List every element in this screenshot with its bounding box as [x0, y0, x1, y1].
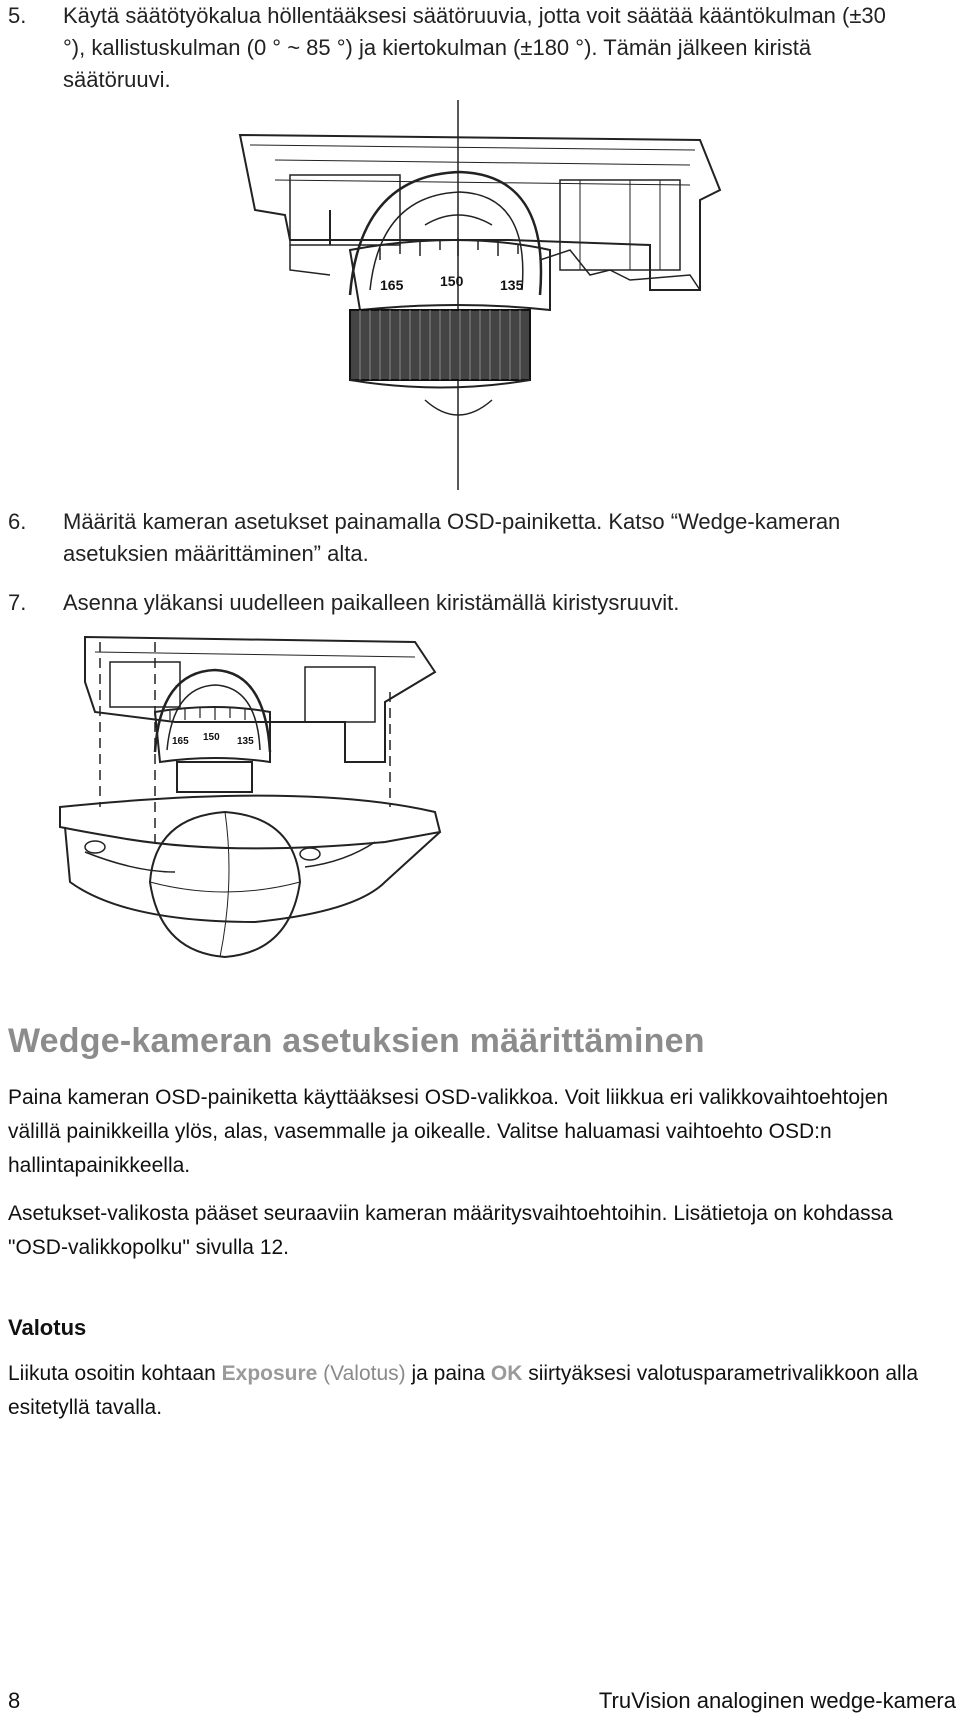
- step-number: 5.: [8, 3, 27, 28]
- ok-button-term: OK: [490, 1362, 523, 1385]
- scale-label: 165: [172, 736, 189, 747]
- page-number: 8: [8, 1688, 21, 1713]
- exposure-translation: (Valotus): [317, 1362, 406, 1385]
- scale-label: 165: [380, 277, 404, 293]
- scale-label: 135: [237, 736, 254, 747]
- step-number: 7.: [8, 590, 27, 615]
- camera-dome: [150, 812, 300, 957]
- step-number: 6.: [8, 509, 27, 534]
- exposure-menu-term: Exposure: [221, 1362, 318, 1385]
- exposure-subheading: Valotus: [8, 1315, 87, 1340]
- scale-label: 135: [500, 277, 524, 293]
- scale-label: 150: [203, 732, 220, 743]
- step-text: Asenna yläkansi uudelleen paikalleen kiristämällä kiristysruuvit.: [63, 590, 680, 615]
- section-paragraph: Paina kameran OSD-painiketta käyttääksesi OSD-valikkoa. Voit liikkua eri valikkovaihtoehtojen välillä painikkeilla ylös, alas, vasemmalle ja oikealle. Valitse haluamasi vaihtoehto OSD:n hallintapainikkeella.: [8, 1086, 889, 1177]
- document-title: TruVision analoginen wedge-kamera: [598, 1688, 956, 1713]
- step-text: Määritä kameran asetukset painamalla OSD-painiketta. Katso “Wedge-kameran asetuksien määrittäminen” alta.: [63, 509, 841, 566]
- top-cover: [60, 796, 440, 849]
- base-plate: [240, 135, 720, 290]
- paragraph-text: siirtyäksesi valotusparametrivalikkoon alla esitetyllä tavalla.: [8, 1362, 919, 1419]
- exposure-paragraph: [8, 1357, 938, 1425]
- section-heading: Wedge-kameran asetuksien määrittäminen: [8, 1022, 705, 1060]
- section-paragraph: Asetukset-valikosta pääset seuraaviin kameran määritysvaihtoehtoihin. Lisätietoja on kohdassa "OSD-valikkopolku" sivulla 12.: [8, 1202, 893, 1259]
- camera-adjustment-illustration: [230, 100, 790, 495]
- paragraph-text: ja paina: [405, 1362, 491, 1385]
- step-text: Käytä säätötyökalua höllentääksesi säätöruuvia, jotta voit säätää kääntökulman (±30 °), kallistuskulman (0 ° ~ 85 °) ja kiertokulman (±180 °). Tämän jälkeen kiristä säätöruuvi.: [63, 3, 886, 92]
- top-cover-reattach-illustration: [55, 632, 445, 962]
- paragraph-text: Liikuta osoitin kohtaan: [8, 1362, 222, 1385]
- scale-label: 150: [440, 273, 464, 289]
